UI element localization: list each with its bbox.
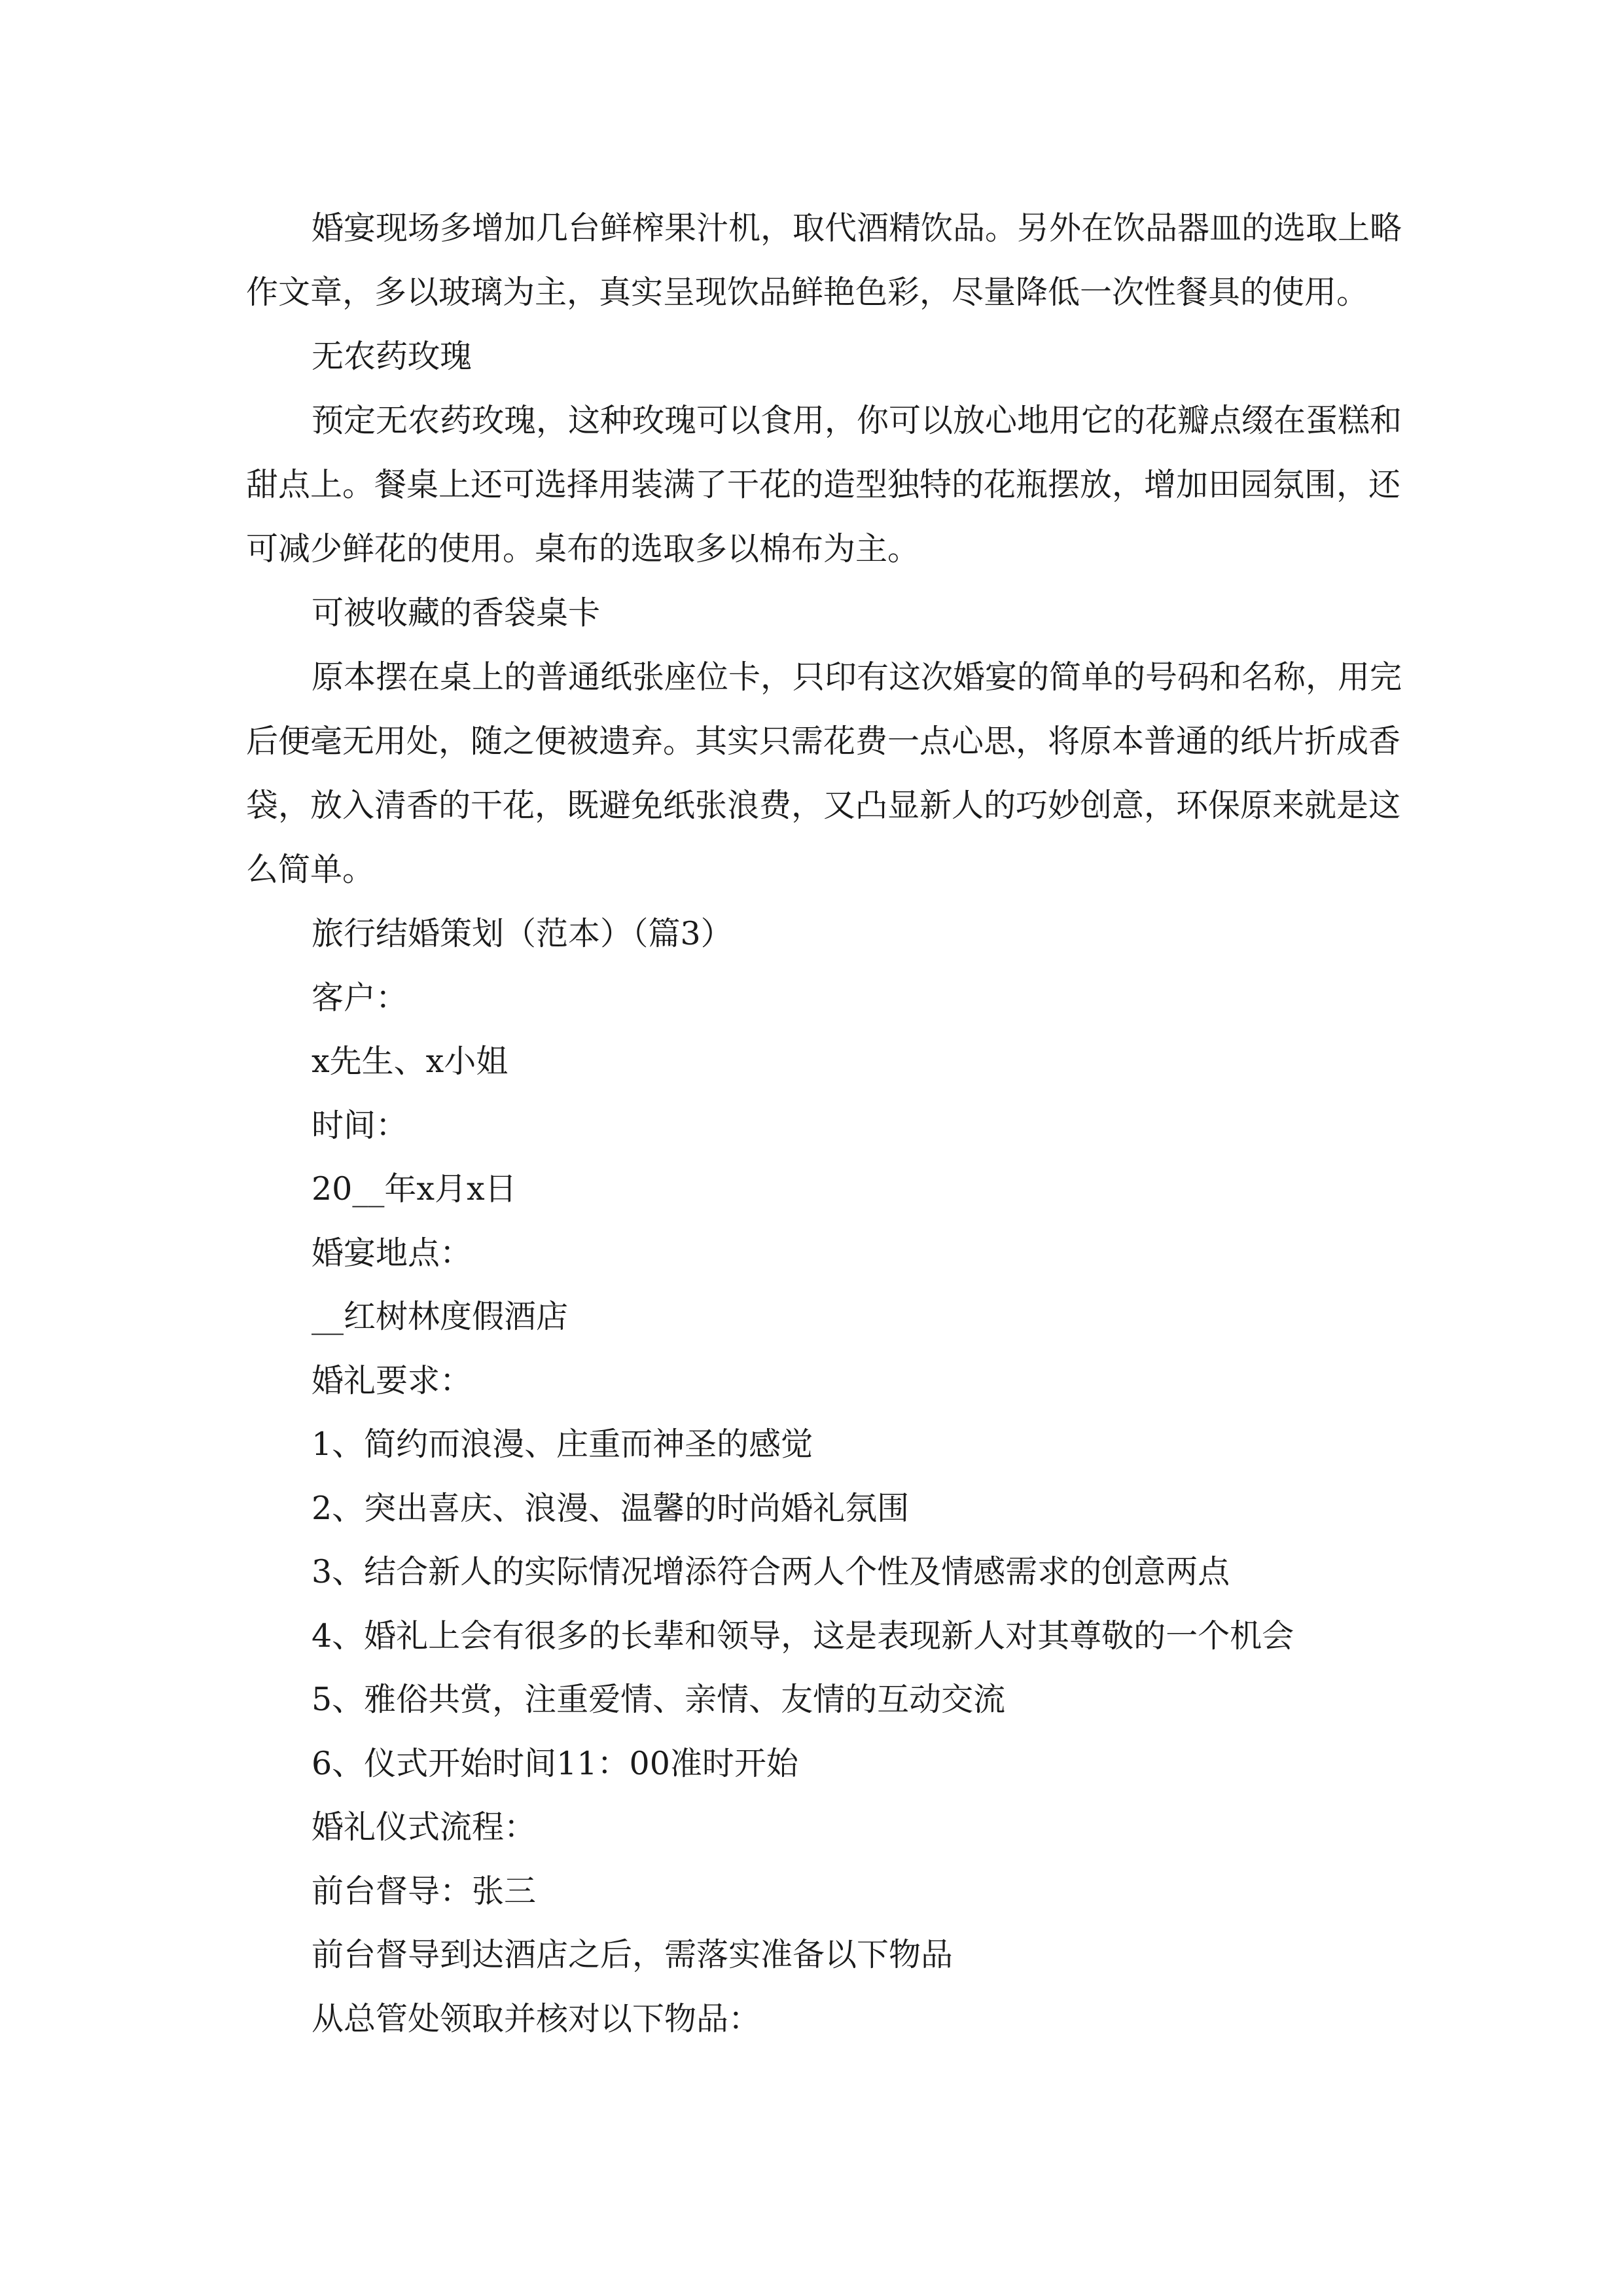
requirement-item: 2、突出喜庆、浪漫、温馨的时尚婚礼氛围 [312, 1489, 910, 1527]
client-value: x先生、x小姐 [312, 1043, 508, 1080]
time-label: 时间： [312, 1106, 408, 1144]
paragraph-juice: 婚宴现场多增加几台鲜榨果汁机，取代酒精饮品。另外在饮品器皿的选取上略作文章，多以玻璃为主，真实呈现饮品鲜艳色彩，尽量降低一次性餐具的使用。 [246, 209, 1402, 311]
paragraph-sachet: 原本摆在桌上的普通纸张座位卡，只印有这次婚宴的简单的号码和名称，用完后便毫无用处，随之便被遗弃。其实只需花费一点心思，将原本普通的纸片折成香袋，放入清香的干花，既避免纸张浪费，又凸显新人的巧妙创意，环保原来就是这么简单。 [246, 658, 1402, 888]
requirement-item: 5、雅俗共赏，注重爱情、亲情、友情的互动交流 [312, 1681, 1006, 1718]
paragraph-rose: 预定无农药玫瑰，这种玫瑰可以食用，你可以放心地用它的花瓣点缀在蛋糕和甜点上。餐桌上还可选择用装满了干花的造型独特的花瓶摆放，增加田园氛围，还可减少鲜花的使用。桌布的选取多以棉布为主。 [246, 402, 1402, 567]
venue-value: __红树林度假酒店 [312, 1298, 569, 1335]
time-value: 20__年x月x日 [312, 1170, 517, 1208]
requirement-item: 3、结合新人的实际情况增添符合两人个性及情感需求的创意两点 [312, 1553, 1230, 1590]
process-label: 婚礼仪式流程： [312, 1808, 537, 1846]
plan-title: 旅行结婚策划（范本）（篇3） [312, 915, 733, 952]
heading-rose: 无农药玫瑰 [312, 338, 473, 375]
document-body [246, 196, 1424, 2051]
requirement-item: 1、简约而浪漫、庄重而神圣的感觉 [312, 1426, 813, 1463]
supervisor: 前台督导：张三 [312, 1872, 537, 1910]
requirements-label: 婚礼要求： [312, 1361, 473, 1399]
collect-note: 从总管处领取并核对以下物品： [312, 2000, 761, 2037]
requirement-item: 6、仪式开始时间11：00准时开始 [312, 1744, 798, 1782]
client-label: 客户： [312, 978, 408, 1016]
venue-label: 婚宴地点： [312, 1234, 473, 1272]
supervisor-note: 前台督导到达酒店之后，需落实准备以下物品 [312, 1936, 954, 1973]
heading-sachet: 可被收藏的香袋桌卡 [312, 594, 601, 632]
requirement-item: 4、婚礼上会有很多的长辈和领导，这是表现新人对其尊敬的一个机会 [312, 1617, 1294, 1655]
